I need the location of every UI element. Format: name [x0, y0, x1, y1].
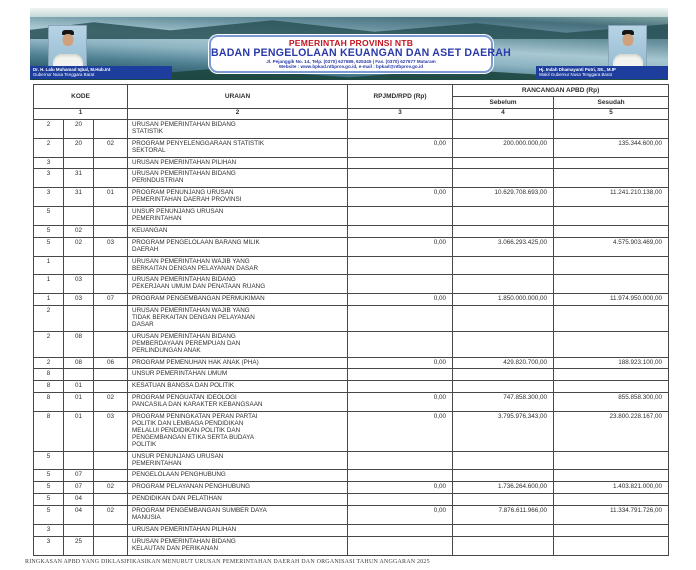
code-main-cell: 2 — [34, 119, 64, 138]
government-name: PEMERINTAH PROVINSI NTB — [288, 38, 414, 48]
rpjmd-cell — [348, 157, 453, 169]
code-sub-cell — [64, 157, 94, 169]
code-detail-cell: 07 — [94, 294, 128, 306]
code-main-cell: 5 — [34, 237, 64, 256]
document-page — [25, 8, 668, 565]
uraian-cell — [128, 225, 348, 237]
code-main-cell: 5 — [34, 482, 64, 494]
code-sub-cell: 20 — [64, 138, 94, 157]
rpjmd-cell: 0,00 — [348, 294, 453, 306]
code-main-cell: 3 — [34, 169, 64, 188]
column-number-1: 1 — [34, 109, 128, 120]
sebelum-cell — [453, 451, 554, 470]
table-row — [34, 357, 669, 369]
governor-face — [62, 34, 73, 46]
code-main-cell: 2 — [34, 331, 64, 357]
sesudah-cell — [554, 169, 669, 188]
sebelum-cell — [453, 331, 554, 357]
code-detail-cell — [94, 275, 128, 294]
governor-name-label — [30, 66, 172, 79]
code-detail-cell — [94, 256, 128, 275]
rpjmd-cell — [348, 306, 453, 332]
vice-governor-name: Hj. Indah Dhamayanti Putri, SE., M.IP — [539, 67, 616, 73]
sebelum-cell: 1.736.264.600,00 — [453, 482, 554, 494]
uraian-text: URUSAN PEMERINTAHAN BIDANG PEMBERDAYAAN PEREMPUAN DAN PERLINDUNGAN ANAK — [132, 332, 241, 354]
rpjmd-cell: 0,00 — [348, 393, 453, 412]
sesudah-cell: 135.344.600,00 — [554, 138, 669, 157]
rpjmd-cell — [348, 524, 453, 536]
uraian-cell — [128, 169, 348, 188]
uraian-text: UNSUR PEMERINTAHAN UMUM — [132, 370, 228, 378]
code-main-cell: 2 — [34, 306, 64, 332]
code-main-cell: 5 — [34, 506, 64, 525]
code-detail-cell: 02 — [94, 138, 128, 157]
code-detail-cell — [94, 494, 128, 506]
column-number-4: 4 — [453, 109, 554, 120]
table-row — [34, 381, 669, 393]
uraian-cell — [128, 275, 348, 294]
code-main-cell: 8 — [34, 412, 64, 452]
sebelum-cell — [453, 524, 554, 536]
uraian-cell — [128, 381, 348, 393]
sesudah-cell — [554, 470, 669, 482]
sebelum-cell — [453, 306, 554, 332]
sebelum-cell — [453, 381, 554, 393]
uraian-text: URUSAN PEMERINTAHAN BIDANG PERINDUSTRIAN — [132, 170, 236, 185]
code-detail-cell — [94, 225, 128, 237]
rpjmd-cell — [348, 536, 453, 555]
table-row — [34, 412, 669, 452]
sesudah-cell: 855.858.300,00 — [554, 393, 669, 412]
code-sub-cell: 08 — [64, 331, 94, 357]
code-main-cell: 2 — [34, 138, 64, 157]
sebelum-cell — [453, 169, 554, 188]
code-main-cell: 8 — [34, 393, 64, 412]
agency-contact: Website : www.bpkad.ntbprov.go.id, e-mail : bpkad@ntbprov.go.id — [278, 64, 424, 70]
rpjmd-cell — [348, 470, 453, 482]
sesudah-cell — [554, 306, 669, 332]
code-main-cell: 5 — [34, 225, 64, 237]
uraian-cell — [128, 393, 348, 412]
uraian-text: PENDIDIKAN DAN PELATIHAN — [132, 495, 222, 503]
code-detail-cell: 03 — [94, 412, 128, 452]
sesudah-cell — [554, 225, 669, 237]
sesudah-cell — [554, 524, 669, 536]
table-row — [34, 470, 669, 482]
uraian-text: URUSAN PEMERINTAHAN PILIHAN — [132, 158, 237, 166]
sesudah-cell: 11.334.791.726,00 — [554, 506, 669, 525]
code-detail-cell — [94, 306, 128, 332]
sebelum-cell — [453, 470, 554, 482]
code-detail-cell: 02 — [94, 393, 128, 412]
table-row — [34, 237, 669, 256]
sebelum-cell: 3.066.293.425,00 — [453, 237, 554, 256]
table-row — [34, 331, 669, 357]
rpjmd-cell: 0,00 — [348, 412, 453, 452]
code-detail-cell: 02 — [94, 482, 128, 494]
code-sub-cell: 31 — [64, 188, 94, 207]
header-rpjmd: RPJMD/RPD (Rp) — [348, 85, 453, 109]
table-row — [34, 119, 669, 138]
table-row — [34, 494, 669, 506]
header-rancangan-apbd: RANCANGAN APBD (Rp) — [453, 85, 669, 97]
code-main-cell: 3 — [34, 188, 64, 207]
code-detail-cell — [94, 331, 128, 357]
code-main-cell: 3 — [34, 157, 64, 169]
rpjmd-cell — [348, 119, 453, 138]
uraian-text: PROGRAM PENUNJANG URUSAN PEMERINTAHAN DAERAH PROVINSI — [132, 189, 242, 204]
code-sub-cell: 03 — [64, 294, 94, 306]
header-sesudah: Sesudah — [554, 97, 669, 109]
table-row — [34, 524, 669, 536]
uraian-text: URUSAN PEMERINTAHAN BIDANG KELAUTAN DAN PERIKANAN — [132, 537, 236, 552]
column-number-5: 5 — [554, 109, 669, 120]
letterhead-banner — [30, 8, 668, 80]
sesudah-cell: 188.923.100,00 — [554, 357, 669, 369]
sesudah-cell — [554, 207, 669, 226]
code-main-cell: 5 — [34, 451, 64, 470]
sesudah-cell: 11.241.210.138,00 — [554, 188, 669, 207]
footer-note: RINGKASAN APBD YANG DIKLASIFIKASIKAN MENURUT URUSAN PEMERINTAHAN DAERAH DAN ORGANISASI TAHUN ANGGARAN 2025 — [25, 558, 430, 565]
sesudah-cell — [554, 369, 669, 381]
uraian-text: PROGRAM PENGELOLAAN BARANG MILIK DAERAH — [132, 238, 260, 253]
rpjmd-cell — [348, 369, 453, 381]
code-sub-cell: 03 — [64, 275, 94, 294]
table-row — [34, 275, 669, 294]
uraian-cell — [128, 412, 348, 452]
sesudah-cell — [554, 451, 669, 470]
code-sub-cell: 02 — [64, 237, 94, 256]
table-row — [34, 157, 669, 169]
sesudah-cell — [554, 381, 669, 393]
uraian-cell — [128, 157, 348, 169]
sebelum-cell — [453, 225, 554, 237]
code-sub-cell: 20 — [64, 119, 94, 138]
letterhead-text-box — [209, 35, 511, 73]
table-body — [34, 119, 669, 555]
uraian-cell — [128, 369, 348, 381]
sesudah-cell — [554, 275, 669, 294]
governor-title: Gubernur Nusa Tenggara Barat — [33, 72, 95, 78]
header-sebelum: Sebelum — [453, 97, 554, 109]
column-number-2: 2 — [128, 109, 348, 120]
table-row — [34, 169, 669, 188]
rpjmd-cell — [348, 451, 453, 470]
governor-name: Dr. H. Lalu Muhamad Iqbal, M.Hub.Int — [33, 67, 111, 73]
table-header-row — [34, 85, 669, 97]
vice-governor-name-label — [536, 66, 668, 79]
rpjmd-cell — [348, 169, 453, 188]
uraian-text: PROGRAM PENINGKATAN PERAN PARTAI POLITIK DAN LEMBAGA PENDIDIKAN MELALUI PENDIDIKAN POLITIK DAN PENGEMBANGAN ETIKA SERTA BUDAYA POLITIK — [132, 413, 258, 448]
code-sub-cell: 25 — [64, 536, 94, 555]
code-detail-cell — [94, 524, 128, 536]
code-main-cell: 2 — [34, 357, 64, 369]
apbd-budget-table — [33, 84, 669, 556]
rpjmd-cell — [348, 381, 453, 393]
sebelum-cell: 3.795.976.343,00 — [453, 412, 554, 452]
sebelum-cell: 1.850.000.000,00 — [453, 294, 554, 306]
sesudah-cell: 11.974.950.000,00 — [554, 294, 669, 306]
table-row — [34, 306, 669, 332]
vice-governor-face — [622, 34, 633, 46]
column-number-3: 3 — [348, 109, 453, 120]
sesudah-cell — [554, 157, 669, 169]
code-sub-cell — [64, 306, 94, 332]
uraian-cell — [128, 536, 348, 555]
uraian-text: UNSUR PENUNJANG URUSAN PEMERINTAHAN — [132, 452, 224, 467]
rpjmd-cell: 0,00 — [348, 138, 453, 157]
code-main-cell: 3 — [34, 524, 64, 536]
code-detail-cell — [94, 369, 128, 381]
uraian-text: KEUANGAN — [132, 226, 168, 234]
sebelum-cell — [453, 119, 554, 138]
rpjmd-cell — [348, 207, 453, 226]
table-row — [34, 506, 669, 525]
uraian-cell — [128, 470, 348, 482]
table-row — [34, 393, 669, 412]
table-row — [34, 536, 669, 555]
code-main-cell: 8 — [34, 381, 64, 393]
sebelum-cell — [453, 494, 554, 506]
uraian-cell — [128, 451, 348, 470]
rpjmd-cell: 0,00 — [348, 357, 453, 369]
column-number-row — [34, 109, 669, 120]
code-main-cell: 5 — [34, 207, 64, 226]
code-main-cell: 1 — [34, 275, 64, 294]
table-row — [34, 482, 669, 494]
uraian-text: PROGRAM PENGUATAN IDEOLOGI PANCASILA DAN KARAKTER KEBANGSAAN — [132, 394, 263, 409]
code-sub-cell: 04 — [64, 494, 94, 506]
code-sub-cell — [64, 207, 94, 226]
rpjmd-cell: 0,00 — [348, 482, 453, 494]
code-detail-cell: 02 — [94, 506, 128, 525]
uraian-text: PROGRAM PENGEMBANGAN PERMUKIMAN — [132, 295, 265, 303]
agency-address: Jl. Pejanggik No. 14, Telp. (0370) 627689, 625345 | Fax. (0370) 627677 Mataram — [266, 59, 436, 64]
code-sub-cell — [64, 256, 94, 275]
code-sub-cell: 04 — [64, 506, 94, 525]
uraian-cell — [128, 294, 348, 306]
code-detail-cell: 01 — [94, 188, 128, 207]
uraian-text: PENGELOLAAN PENGHUBUNG — [132, 471, 226, 479]
table-row — [34, 369, 669, 381]
sebelum-cell — [453, 275, 554, 294]
uraian-cell — [128, 138, 348, 157]
code-main-cell: 8 — [34, 369, 64, 381]
sesudah-cell — [554, 331, 669, 357]
code-main-cell: 1 — [34, 256, 64, 275]
sebelum-cell — [453, 256, 554, 275]
uraian-text: URUSAN PEMERINTAHAN WAJIB YANG TIDAK BERKAITAN DENGAN PELAYANAN DASAR — [132, 307, 255, 328]
rpjmd-cell — [348, 275, 453, 294]
code-main-cell: 1 — [34, 294, 64, 306]
uraian-cell — [128, 119, 348, 138]
uraian-cell — [128, 494, 348, 506]
code-sub-cell: 07 — [64, 470, 94, 482]
uraian-cell — [128, 237, 348, 256]
code-sub-cell: 01 — [64, 381, 94, 393]
sesudah-cell: 4.575.903.469,00 — [554, 237, 669, 256]
sebelum-cell — [453, 157, 554, 169]
code-main-cell: 5 — [34, 494, 64, 506]
code-detail-cell — [94, 169, 128, 188]
uraian-text: PROGRAM PENGEMBANGAN SUMBER DAYA MANUSIA — [132, 507, 267, 522]
uraian-cell — [128, 506, 348, 525]
code-detail-cell — [94, 207, 128, 226]
table-row — [34, 207, 669, 226]
code-detail-cell — [94, 157, 128, 169]
table-row — [34, 451, 669, 470]
code-sub-cell: 02 — [64, 225, 94, 237]
vice-governor-title: Wakil Gubernur Nusa Tenggara Barat — [539, 72, 612, 78]
uraian-cell — [128, 331, 348, 357]
rpjmd-cell: 0,00 — [348, 506, 453, 525]
uraian-cell — [128, 482, 348, 494]
rpjmd-cell — [348, 225, 453, 237]
sebelum-cell: 7.876.611.966,00 — [453, 506, 554, 525]
sebelum-cell: 200.000.000,00 — [453, 138, 554, 157]
sesudah-cell — [554, 536, 669, 555]
uraian-text: URUSAN PEMERINTAHAN WAJIB YANG BERKAITAN DENGAN PELAYANAN DASAR — [132, 257, 258, 272]
uraian-cell — [128, 207, 348, 226]
code-sub-cell — [64, 369, 94, 381]
header-uraian: URAIAN — [128, 85, 348, 109]
code-detail-cell: 06 — [94, 357, 128, 369]
sebelum-cell — [453, 536, 554, 555]
sebelum-cell — [453, 207, 554, 226]
uraian-cell — [128, 306, 348, 332]
sebelum-cell — [453, 369, 554, 381]
sky-strip — [30, 8, 668, 17]
table-row — [34, 138, 669, 157]
uraian-text: PROGRAM PELAYANAN PENGHUBUNG — [132, 483, 251, 491]
table-row — [34, 256, 669, 275]
uraian-cell — [128, 256, 348, 275]
sebelum-cell: 747.858.300,00 — [453, 393, 554, 412]
rpjmd-cell: 0,00 — [348, 237, 453, 256]
code-sub-cell: 08 — [64, 357, 94, 369]
uraian-cell — [128, 188, 348, 207]
uraian-text: URUSAN PEMERINTAHAN BIDANG PEKERJAAN UMUM DAN PENATAAN RUANG — [132, 276, 266, 291]
uraian-text: KESATUAN BANGSA DAN POLITIK — [132, 382, 235, 390]
code-detail-cell: 03 — [94, 237, 128, 256]
code-detail-cell — [94, 536, 128, 555]
table-row — [34, 294, 669, 306]
code-detail-cell — [94, 470, 128, 482]
code-main-cell: 5 — [34, 470, 64, 482]
uraian-text: PROGRAM PENYELENGGARAAN STATISTIK SEKTORAL — [132, 139, 265, 154]
uraian-text: PROGRAM PEMENUHAN HAK ANAK (PHA) — [132, 358, 259, 366]
sebelum-cell: 10.629.708.693,00 — [453, 188, 554, 207]
rpjmd-cell — [348, 256, 453, 275]
code-sub-cell — [64, 524, 94, 536]
uraian-text: URUSAN PEMERINTAHAN PILIHAN — [132, 525, 237, 533]
code-detail-cell — [94, 451, 128, 470]
code-sub-cell: 07 — [64, 482, 94, 494]
header-kode: KODE — [34, 85, 128, 109]
code-sub-cell — [64, 451, 94, 470]
uraian-cell — [128, 524, 348, 536]
code-main-cell: 3 — [34, 536, 64, 555]
rpjmd-cell — [348, 494, 453, 506]
uraian-text: URUSAN PEMERINTAHAN BIDANG STATISTIK — [132, 120, 236, 135]
code-detail-cell — [94, 381, 128, 393]
uraian-text: UNSUR PENUNJANG URUSAN PEMERINTAHAN — [132, 208, 224, 222]
code-detail-cell — [94, 119, 128, 138]
rpjmd-cell — [348, 331, 453, 357]
code-sub-cell: 01 — [64, 412, 94, 452]
agency-name: BADAN PENGELOLAAN KEUANGAN DAN ASET DAERAH — [211, 47, 511, 59]
rpjmd-cell: 0,00 — [348, 188, 453, 207]
table-row — [34, 225, 669, 237]
sesudah-cell — [554, 256, 669, 275]
code-sub-cell: 01 — [64, 393, 94, 412]
sesudah-cell — [554, 119, 669, 138]
code-sub-cell: 31 — [64, 169, 94, 188]
sesudah-cell: 23.800.228.167,00 — [554, 412, 669, 452]
sesudah-cell: 1.403.821.000,00 — [554, 482, 669, 494]
sebelum-cell: 429.820.700,00 — [453, 357, 554, 369]
uraian-cell — [128, 357, 348, 369]
sesudah-cell — [554, 494, 669, 506]
table-row — [34, 188, 669, 207]
